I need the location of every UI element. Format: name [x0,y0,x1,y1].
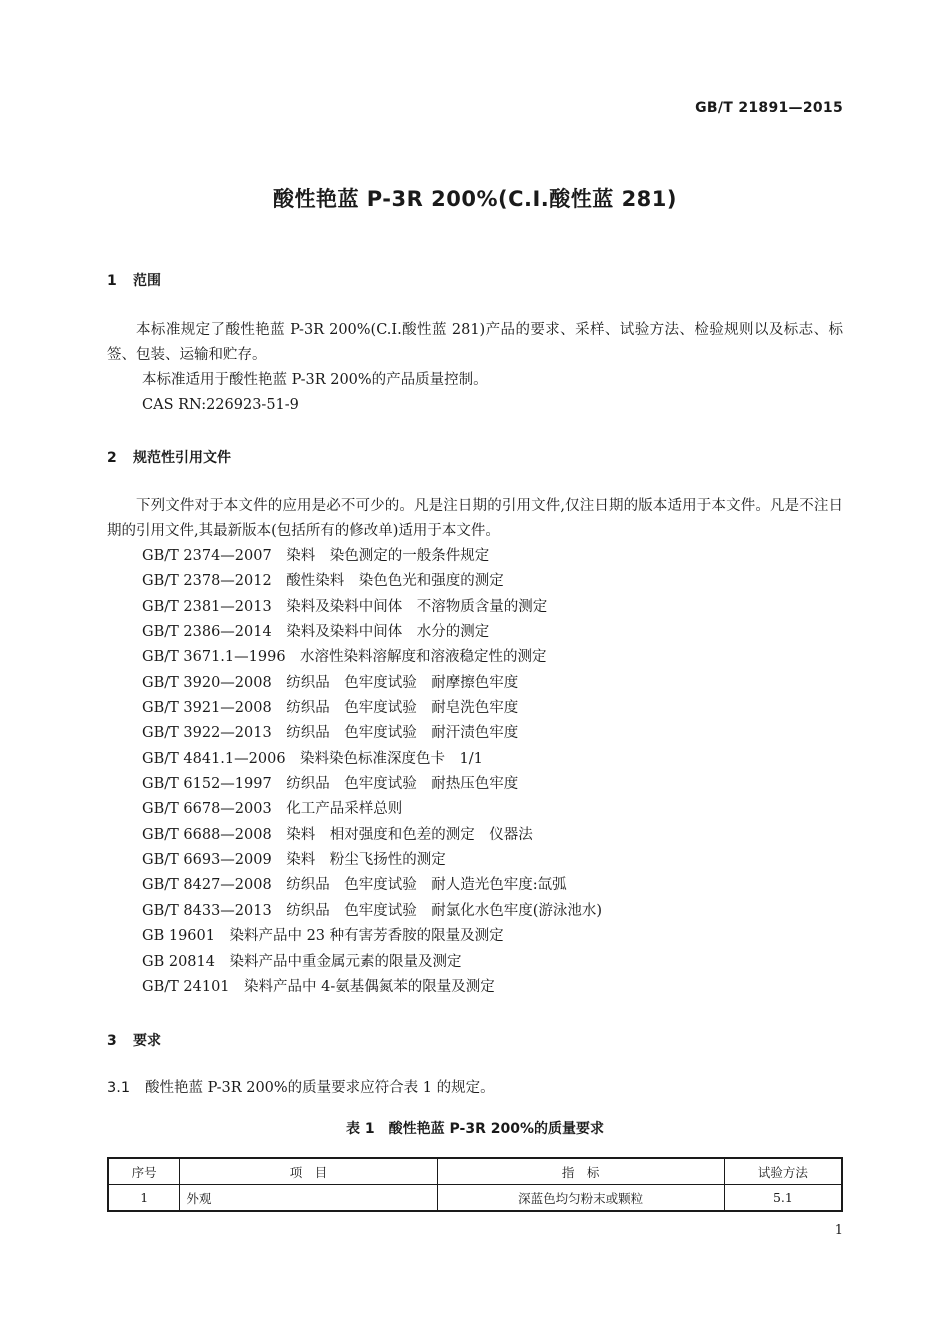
list-item: GB/T 2378—2012 酸性染料 染色色光和强度的测定 [142,573,504,590]
column-header: 指 标 [437,1158,724,1185]
table-cell: 外观 [180,1185,437,1212]
quality-requirements-table [107,1157,843,1212]
list-item: GB/T 6152—1997 纺织品 色牢度试验 耐热压色牢度 [142,776,519,793]
list-item: GB/T 2386—2014 染料及染料中间体 水分的测定 [142,624,490,641]
list-item: GB/T 2374—2007 染料 染色测定的一般条件规定 [142,548,490,564]
clause-text: 酸性艳蓝 P-3R 200%的质量要求应符合表 1 的规定。 [145,1080,495,1096]
list-item: GB/T 6688—2008 染料 相对强度和色差的测定 仪器法 [142,826,533,843]
scope-paragraph: 本标准规定了酸性艳蓝 P-3R 200%(C.I.酸性蓝 281)产品的要求、采样、试验方法、检验规则以及标志、标签、包装、运输和贮存。 [107,322,843,363]
list-item: GB/T 4841.1—2006 染料染色标准深度色卡 1/1 [142,750,483,767]
page-number: 1 [834,1223,843,1238]
column-header: 项 目 [180,1158,437,1185]
references-intro: 下列文件对于本文件的应用是必不可少的。凡是注日期的引用文件,仅注日期的版本适用于本文件。凡是不注日期的引用文件,其最新版本(包括所有的修改单)适用于本文件。 [107,498,843,539]
table-cell: 5.1 [724,1185,842,1212]
section-number: 1 [107,273,117,289]
document-title: 酸性艳蓝 P-3R 200%(C.I.酸性蓝 281) [272,187,678,211]
cas-number: CAS RN:226923-51-9 [142,397,299,413]
clause-3-1 [107,1076,495,1101]
table-row [108,1185,842,1212]
reference-list [142,544,602,1000]
list-item: GB/T 6693—2009 染料 粉尘飞扬性的测定 [142,852,446,869]
section-title: 规范性引用文件 [133,450,231,466]
table-cell: 1 [108,1185,180,1212]
column-header: 序号 [108,1158,180,1185]
list-item: GB/T 6678—2003 化工产品采样总则 [142,801,403,818]
list-item: GB 19601 染料产品中 23 种有害芳香胺的限量及测定 [142,928,504,945]
section-number: 3 [107,1033,117,1049]
list-item: GB/T 3921—2008 纺织品 色牢度试验 耐皂洗色牢度 [142,700,519,717]
section-number: 2 [107,450,117,466]
list-item: GB/T 8427—2008 纺织品 色牢度试验 耐人造光色牢度:氙弧 [142,877,567,894]
table-header-row [108,1158,842,1185]
table-cell: 深蓝色均匀粉末或颗粒 [437,1185,724,1212]
section-1-heading [107,270,161,290]
list-item: GB/T 3922—2013 纺织品 色牢度试验 耐汗渍色牢度 [142,725,519,742]
list-item: GB 20814 染料产品中重金属元素的限量及测定 [142,953,462,970]
table-title: 表 1 酸性艳蓝 P-3R 200%的质量要求 [346,1121,604,1137]
section-2-heading [107,447,231,467]
section-3-heading [107,1030,161,1050]
column-header: 试验方法 [724,1158,842,1185]
list-item: GB/T 8433—2013 纺织品 色牢度试验 耐氯化水色牢度(游泳池水) [142,902,603,919]
clause-number: 3.1 [107,1080,131,1096]
section-title: 范围 [133,273,161,289]
list-item: GB/T 3671.1—1996 水溶性染料溶解度和溶液稳定性的测定 [142,649,547,666]
list-item: GB/T 3920—2008 纺织品 色牢度试验 耐摩擦色牢度 [142,674,519,691]
scope-applicability: 本标准适用于酸性艳蓝 P-3R 200%的产品质量控制。 [142,372,488,388]
list-item: GB/T 24101 染料产品中 4-氨基偶氮苯的限量及测定 [142,978,495,995]
standard-code: GB/T 21891—2015 [695,100,843,116]
list-item: GB/T 2381—2013 染料及染料中间体 不溶物质含量的测定 [142,598,548,615]
section-title: 要求 [133,1033,161,1049]
